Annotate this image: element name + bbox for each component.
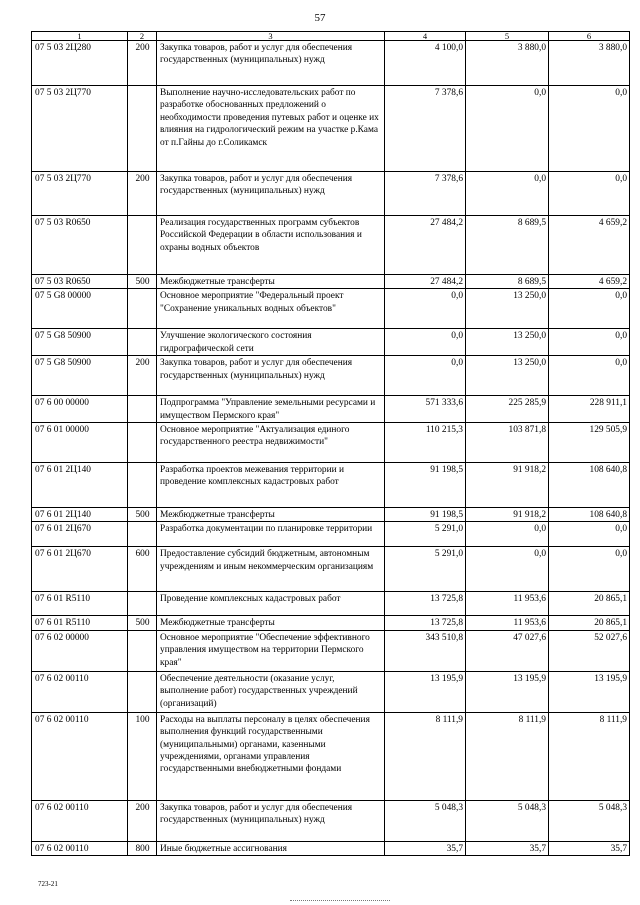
cell-amount-1: 35,7 — [385, 841, 466, 855]
cell-amount-3: 108 640,8 — [549, 463, 630, 508]
cell-amount-3: 0,0 — [549, 356, 630, 396]
cell-amount-3: 4 659,2 — [549, 275, 630, 289]
cell-target-code: 07 5 03 R0650 — [32, 216, 128, 275]
cell-target-code: 07 5 G8 50900 — [32, 329, 128, 356]
cell-amount-2: 13 250,0 — [466, 356, 549, 396]
cell-amount-1: 27 484,2 — [385, 216, 466, 275]
cell-amount-1: 0,0 — [385, 329, 466, 356]
cell-amount-1: 0,0 — [385, 289, 466, 329]
table-row — [32, 630, 630, 671]
cell-amount-1: 7 378,6 — [385, 86, 466, 172]
header-cell: 4 — [385, 32, 466, 41]
cell-expense-type: 500 — [128, 616, 157, 630]
footer-document-code: 723-21 — [38, 880, 58, 888]
cell-expense-type — [128, 671, 157, 712]
cell-amount-1: 7 378,6 — [385, 172, 466, 216]
cell-amount-2: 8 689,5 — [466, 275, 549, 289]
cell-amount-3: 0,0 — [549, 547, 630, 592]
cell-amount-2: 0,0 — [466, 547, 549, 592]
cell-amount-2: 91 918,2 — [466, 508, 549, 522]
cell-name: Межбюджетные трансферты — [157, 275, 385, 289]
cell-target-code: 07 6 02 00110 — [32, 712, 128, 800]
header-cell: 5 — [466, 32, 549, 41]
cell-name: Проведение комплексных кадастровых работ — [157, 592, 385, 616]
cell-amount-2: 47 027,6 — [466, 630, 549, 671]
header-cell: 1 — [32, 32, 128, 41]
cell-target-code: 07 6 01 00000 — [32, 423, 128, 463]
table-row — [32, 396, 630, 423]
table-row — [32, 463, 630, 508]
cell-amount-3: 0,0 — [549, 172, 630, 216]
cell-amount-2: 0,0 — [466, 86, 549, 172]
cell-target-code: 07 5 03 2Ц770 — [32, 86, 128, 172]
cell-name: Закупка товаров, работ и услуг для обеспечения государственных (муниципальных) нужд — [157, 800, 385, 841]
cell-expense-type — [128, 289, 157, 329]
cell-amount-2: 13 250,0 — [466, 289, 549, 329]
cell-name: Основное мероприятие "Федеральный проект "Сохранение уникальных водных объектов" — [157, 289, 385, 329]
table-row — [32, 86, 630, 172]
cell-amount-3: 3 880,0 — [549, 41, 630, 86]
cell-expense-type — [128, 86, 157, 172]
cell-amount-2: 0,0 — [466, 172, 549, 216]
cell-amount-2: 35,7 — [466, 841, 549, 855]
cell-amount-3: 4 659,2 — [549, 216, 630, 275]
cell-target-code: 07 5 G8 50900 — [32, 356, 128, 396]
cell-target-code: 07 6 02 00110 — [32, 841, 128, 855]
cell-amount-3: 5 048,3 — [549, 800, 630, 841]
cell-name: Реализация государственных программ субъектов Российской Федерации в области использования и охраны водных объектов — [157, 216, 385, 275]
cell-amount-1: 5 291,0 — [385, 547, 466, 592]
cell-amount-2: 13 195,9 — [466, 671, 549, 712]
table-row — [32, 671, 630, 712]
header-cell: 6 — [549, 32, 630, 41]
cell-amount-3: 13 195,9 — [549, 671, 630, 712]
cell-amount-1: 8 111,9 — [385, 712, 466, 800]
cell-target-code: 07 6 01 2Ц670 — [32, 522, 128, 547]
cell-name: Улучшение экологического состояния гидрографической сети — [157, 329, 385, 356]
cell-expense-type: 100 — [128, 712, 157, 800]
cell-amount-3: 35,7 — [549, 841, 630, 855]
table-row — [32, 216, 630, 275]
header-cell: 3 — [157, 32, 385, 41]
cell-name: Закупка товаров, работ и услуг для обеспечения государственных (муниципальных) нужд — [157, 172, 385, 216]
cell-amount-3: 0,0 — [549, 329, 630, 356]
cell-target-code: 07 5 03 2Ц280 — [32, 41, 128, 86]
cell-target-code: 07 6 00 00000 — [32, 396, 128, 423]
cell-amount-1: 343 510,8 — [385, 630, 466, 671]
cell-name: Обеспечение деятельности (оказание услуг, выполнение работ) государственных учреждений (организаций) — [157, 671, 385, 712]
table-row — [32, 800, 630, 841]
table-row — [32, 616, 630, 630]
table-row — [32, 423, 630, 463]
cell-target-code: 07 5 03 2Ц770 — [32, 172, 128, 216]
cell-name: Межбюджетные трансферты — [157, 616, 385, 630]
cell-amount-1: 0,0 — [385, 356, 466, 396]
cell-amount-1: 110 215,3 — [385, 423, 466, 463]
table-header-row — [32, 32, 630, 41]
cell-amount-1: 91 198,5 — [385, 463, 466, 508]
table-row — [32, 289, 630, 329]
cell-name: Основное мероприятие "Актуализация единого государственного реестра недвижимости" — [157, 423, 385, 463]
cell-name: Закупка товаров, работ и услуг для обеспечения государственных (муниципальных) нужд — [157, 41, 385, 86]
table-row — [32, 329, 630, 356]
page-number: 57 — [314, 12, 326, 24]
table-row — [32, 275, 630, 289]
table-row — [32, 356, 630, 396]
cell-target-code: 07 6 02 00000 — [32, 630, 128, 671]
cell-target-code: 07 5 03 R0650 — [32, 275, 128, 289]
cell-amount-3: 108 640,8 — [549, 508, 630, 522]
cell-expense-type — [128, 522, 157, 547]
cell-name: Закупка товаров, работ и услуг для обеспечения государственных (муниципальных) нужд — [157, 356, 385, 396]
table-row — [32, 508, 630, 522]
cell-expense-type: 500 — [128, 508, 157, 522]
cell-target-code: 07 6 02 00110 — [32, 800, 128, 841]
cell-target-code: 07 6 02 00110 — [32, 671, 128, 712]
cell-amount-2: 3 880,0 — [466, 41, 549, 86]
cell-name: Межбюджетные трансферты — [157, 508, 385, 522]
cell-expense-type: 200 — [128, 41, 157, 86]
cell-amount-2: 5 048,3 — [466, 800, 549, 841]
cell-amount-2: 11 953,6 — [466, 616, 549, 630]
header-cell: 2 — [128, 32, 157, 41]
cell-amount-3: 129 505,9 — [549, 423, 630, 463]
cell-target-code: 07 6 01 R5110 — [32, 592, 128, 616]
cell-amount-1: 13 725,8 — [385, 592, 466, 616]
cell-amount-2: 91 918,2 — [466, 463, 549, 508]
cell-amount-2: 8 689,5 — [466, 216, 549, 275]
cell-amount-1: 5 291,0 — [385, 522, 466, 547]
cell-amount-2: 103 871,8 — [466, 423, 549, 463]
budget-table — [31, 31, 630, 856]
table-row — [32, 172, 630, 216]
cell-expense-type: 200 — [128, 800, 157, 841]
cell-expense-type — [128, 216, 157, 275]
table-row — [32, 841, 630, 855]
table-row — [32, 41, 630, 86]
cell-expense-type: 800 — [128, 841, 157, 855]
cell-amount-3: 0,0 — [549, 289, 630, 329]
cell-amount-2: 0,0 — [466, 522, 549, 547]
cell-amount-1: 13 725,8 — [385, 616, 466, 630]
cell-expense-type: 200 — [128, 172, 157, 216]
cell-amount-3: 0,0 — [549, 522, 630, 547]
cell-expense-type — [128, 329, 157, 356]
cell-amount-2: 13 250,0 — [466, 329, 549, 356]
cell-name: Расходы на выплаты персоналу в целях обеспечения выполнения функций государственными (муниципальными) органами, казенными учреждениями, органами управления государственными внебюджетными фондами — [157, 712, 385, 800]
cell-amount-1: 571 333,6 — [385, 396, 466, 423]
cell-amount-2: 11 953,6 — [466, 592, 549, 616]
cell-target-code: 07 6 01 2Ц140 — [32, 463, 128, 508]
table-row — [32, 592, 630, 616]
cell-amount-3: 20 865,1 — [549, 592, 630, 616]
cell-amount-3: 0,0 — [549, 86, 630, 172]
cell-target-code: 07 6 01 R5110 — [32, 616, 128, 630]
cell-amount-1: 91 198,5 — [385, 508, 466, 522]
cell-name: Выполнение научно-исследовательских работ по разработке обоснованных предложений о необходимости проведения путевых работ и оценке их влияния на гидрологический режим на участке р.Кама от п.Гайны до г.Соликамск — [157, 86, 385, 172]
cell-expense-type: 200 — [128, 356, 157, 396]
table-row — [32, 547, 630, 592]
cell-name: Разработка документации по планировке территории — [157, 522, 385, 547]
cell-name: Разработка проектов межевания территории и проведение комплексных кадастровых работ — [157, 463, 385, 508]
cell-name: Иные бюджетные ассигнования — [157, 841, 385, 855]
cell-amount-1: 27 484,2 — [385, 275, 466, 289]
cell-target-code: 07 6 01 2Ц670 — [32, 547, 128, 592]
cell-amount-3: 8 111,9 — [549, 712, 630, 800]
cell-amount-3: 52 027,6 — [549, 630, 630, 671]
cell-amount-3: 20 865,1 — [549, 616, 630, 630]
cell-expense-type — [128, 423, 157, 463]
cell-amount-2: 225 285,9 — [466, 396, 549, 423]
table-row — [32, 712, 630, 800]
cell-target-code: 07 5 G8 00000 — [32, 289, 128, 329]
cell-amount-1: 4 100,0 — [385, 41, 466, 86]
cell-amount-2: 8 111,9 — [466, 712, 549, 800]
cell-target-code: 07 6 01 2Ц140 — [32, 508, 128, 522]
cell-expense-type: 600 — [128, 547, 157, 592]
cell-expense-type — [128, 396, 157, 423]
cell-expense-type — [128, 592, 157, 616]
cell-amount-3: 228 911,1 — [549, 396, 630, 423]
cell-name: Предоставление субсидий бюджетным, автономным учреждениям и иным некоммерческим организациям — [157, 547, 385, 592]
cell-name: Подпрограмма "Управление земельными ресурсами и имуществом Пермского края" — [157, 396, 385, 423]
cell-amount-1: 13 195,9 — [385, 671, 466, 712]
cell-expense-type — [128, 463, 157, 508]
cell-name: Основное мероприятие "Обеспечение эффективного управления имуществом на территории Пермского края" — [157, 630, 385, 671]
cell-expense-type — [128, 630, 157, 671]
table-row — [32, 522, 630, 547]
cell-amount-1: 5 048,3 — [385, 800, 466, 841]
scan-artifact — [290, 900, 390, 902]
cell-expense-type: 500 — [128, 275, 157, 289]
